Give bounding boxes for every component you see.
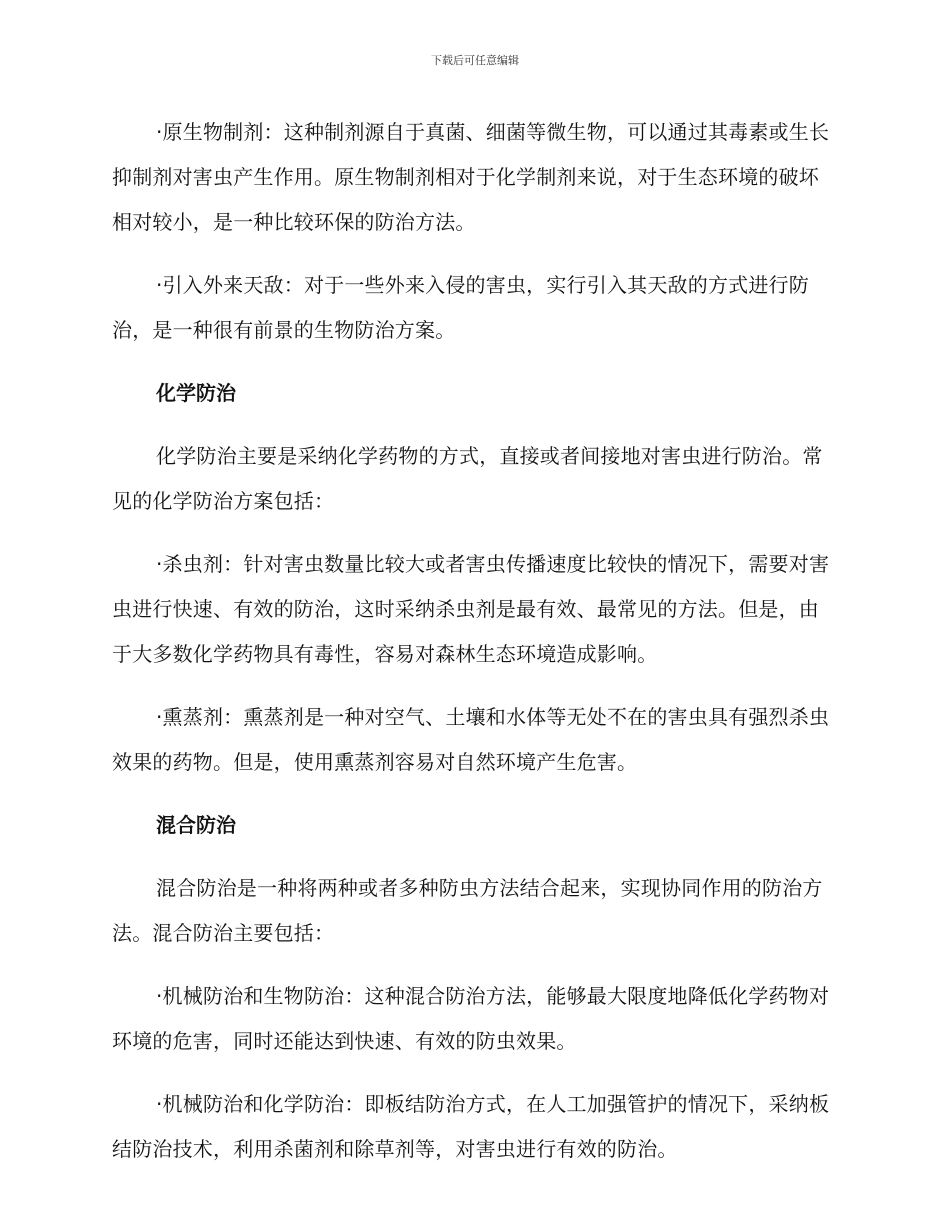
paragraph-mechanical-chemical: ·机械防治和化学防治：即板结防治方式，在人工加强管护的情况下，采纳板结防治技术，利用杀菌剂和除草剂等，对害虫进行有效的防治。 xyxy=(112,1092,830,1161)
document-body xyxy=(112,110,832,1190)
paragraph-protobiological-agents: ·原生物制剂：这种制剂源自于真菌、细菌等微生物，可以通过其毒素或生长抑制剂对害虫产生作用。原生物制剂相对于化学制剂来说，对于生态环境的破坏相对较小，是一种比较环保的防治方法。 xyxy=(112,120,830,234)
page-header: 下载后可任意编辑 xyxy=(431,54,519,67)
paragraph-fumigants: ·熏蒸剂：熏蒸剂是一种对空气、土壤和水体等无处不在的害虫具有强烈杀虫效果的药物。但是，使用熏蒸剂容易对自然环境产生危害。 xyxy=(112,705,830,774)
paragraph-natural-enemies: ·引入外来天敌：对于一些外来入侵的害虫，实行引入其天敌的方式进行防治，是一种很有前景的生物防治方案。 xyxy=(112,273,809,342)
section-heading-chemical-control: 化学防治 xyxy=(156,381,236,405)
paragraph-mechanical-biological: ·机械防治和生物防治：这种混合防治方法，能够最大限度地降低化学药物对环境的危害，同时还能达到快速、有效的防虫效果。 xyxy=(112,984,830,1053)
paragraph-mixed-intro: 混合防治是一种将两种或者多种防虫方法结合起来，实现协同作用的防治方法。混合防治主要包括： xyxy=(112,876,823,945)
paragraph-insecticides: ·杀虫剂：针对害虫数量比较大或者害虫传播速度比较快的情况下，需要对害虫进行快速、有效的防治，这时采纳杀虫剂是最有效、最常见的方法。但是，由于大多数化学药物具有毒性，容易对森林生态环境造成影响。 xyxy=(112,552,830,666)
paragraph-chemical-intro: 化学防治主要是采纳化学药物的方式，直接或者间接地对害虫进行防治。常见的化学防治方案包括： xyxy=(112,444,823,513)
section-heading-mixed-control: 混合防治 xyxy=(156,813,236,837)
